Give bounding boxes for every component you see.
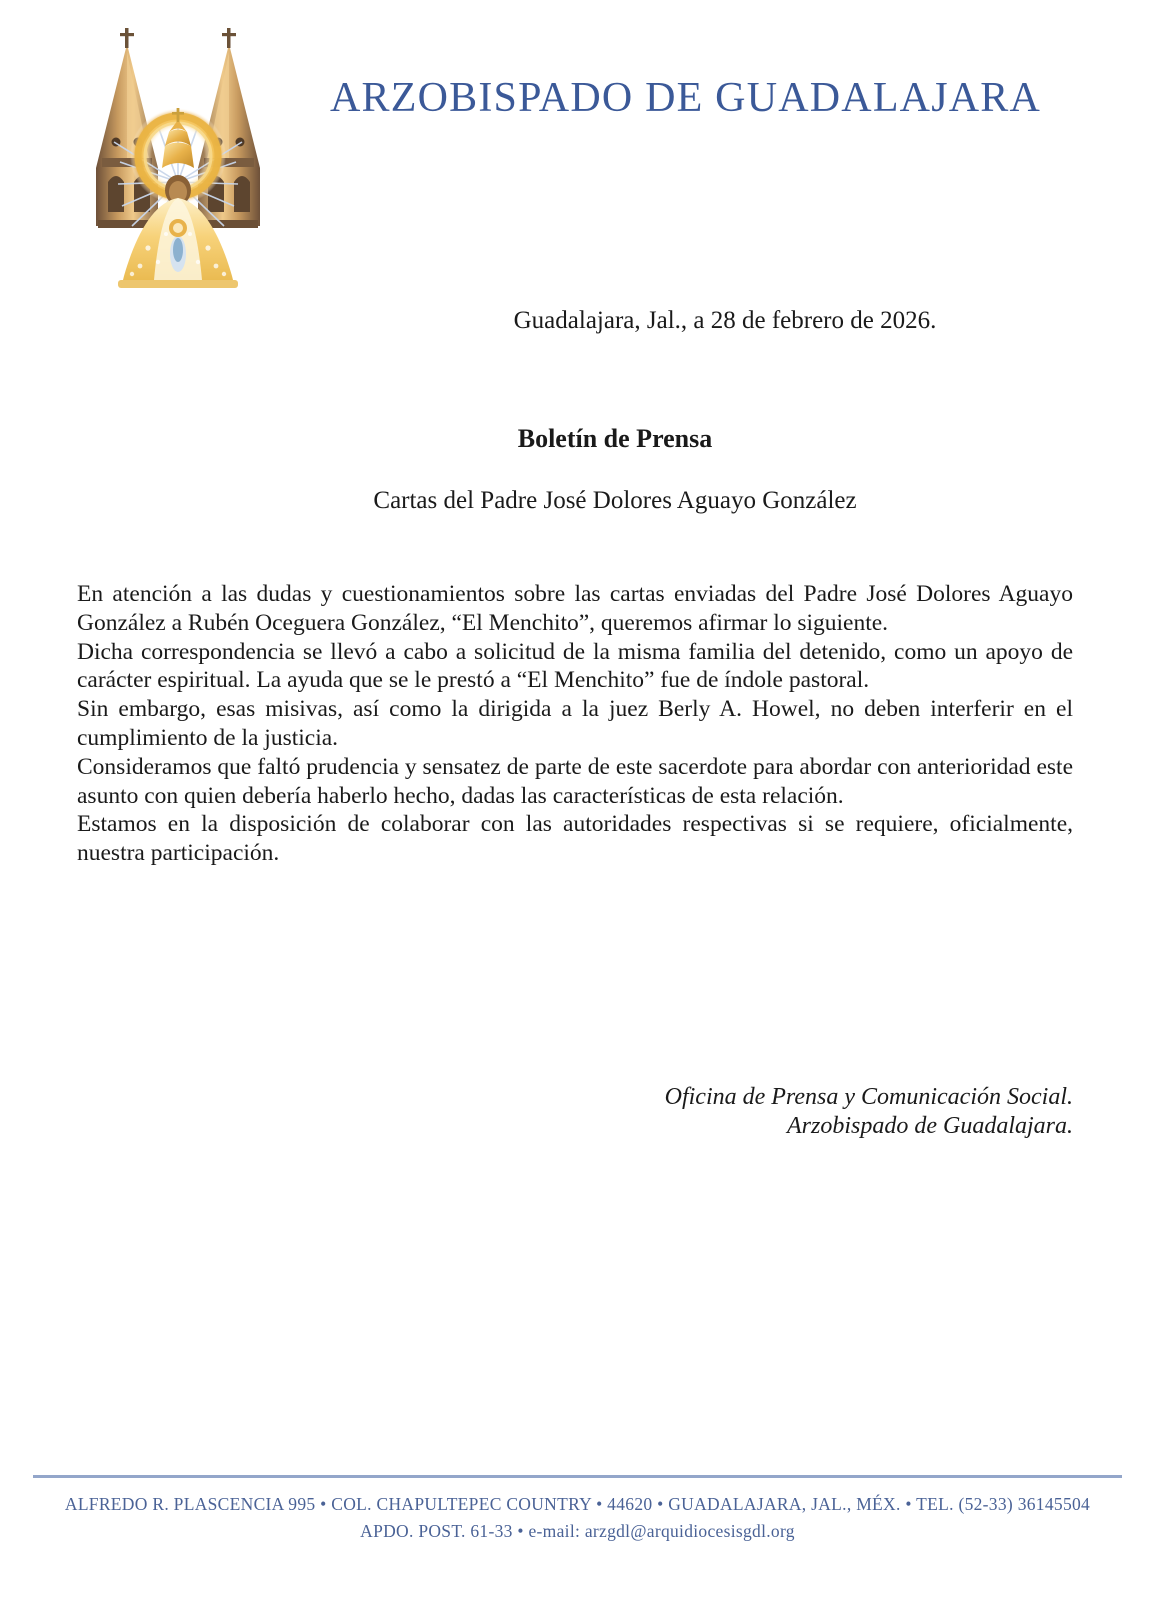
letter-content xyxy=(77,300,1073,1141)
paragraph: Dicha correspondencia se llevó a cabo a solicitud de la misma familia del detenido, como un apoyo de carácter espiritual. La ayuda que se le prestó a “El Menchito” fue de índole pastoral. xyxy=(77,638,1073,694)
letterhead xyxy=(0,0,1155,300)
dateline: Guadalajara, Jal., a 28 de febrero de 2026. xyxy=(513,307,937,334)
paragraph: Sin embargo, esas misivas, así como la dirigida a la juez Berly A. Howel, no deben interferir en el cumplimiento de la justicia. xyxy=(77,696,1073,751)
virgin-of-zapopan-icon xyxy=(62,22,294,294)
signature-block xyxy=(77,1083,1073,1141)
organization-title: ARZOBISPADO DE GUADALAJARA xyxy=(330,75,1042,121)
footer-divider xyxy=(33,1475,1122,1478)
signature-institution: Arzobispado de Guadalajara. xyxy=(786,1112,1073,1139)
archdiocese-logo xyxy=(62,22,294,294)
page-title: Boletín de Prensa xyxy=(517,424,713,453)
page-subtitle: Cartas del Padre José Dolores Aguayo González xyxy=(373,487,857,514)
footer xyxy=(0,1475,1155,1544)
footer-address: ALFREDO R. PLASCENCIA 995 • COL. CHAPULTEPEC COUNTRY • 44620 • GUADALAJARA, JAL., MÉX. • TEL. (52-33) 36145504 xyxy=(64,1494,1091,1514)
body-copy xyxy=(77,580,1073,868)
paragraph: En atención a las dudas y cuestionamientos sobre las cartas enviadas del Padre José Dolores Aguayo González a Rubén Oceguera González, “El Menchito”, queremos afirmar lo siguiente. xyxy=(77,581,1073,636)
footer-contact: APDO. POST. 61-33 • e-mail: arzgdl@arquidiocesisgdl.org xyxy=(360,1521,795,1541)
paragraph: Consideramos que faltó prudencia y sensatez de parte de este sacerdote para abordar con anterioridad este asunto con quien debería haberlo hecho, dadas las características de esta relación. xyxy=(77,753,1073,809)
paragraph: Estamos en la disposición de colaborar con las autoridades respectivas si se requiere, oficialmente, nuestra participación. xyxy=(77,811,1073,867)
signature-office: Oficina de Prensa y Comunicación Social. xyxy=(664,1083,1073,1110)
